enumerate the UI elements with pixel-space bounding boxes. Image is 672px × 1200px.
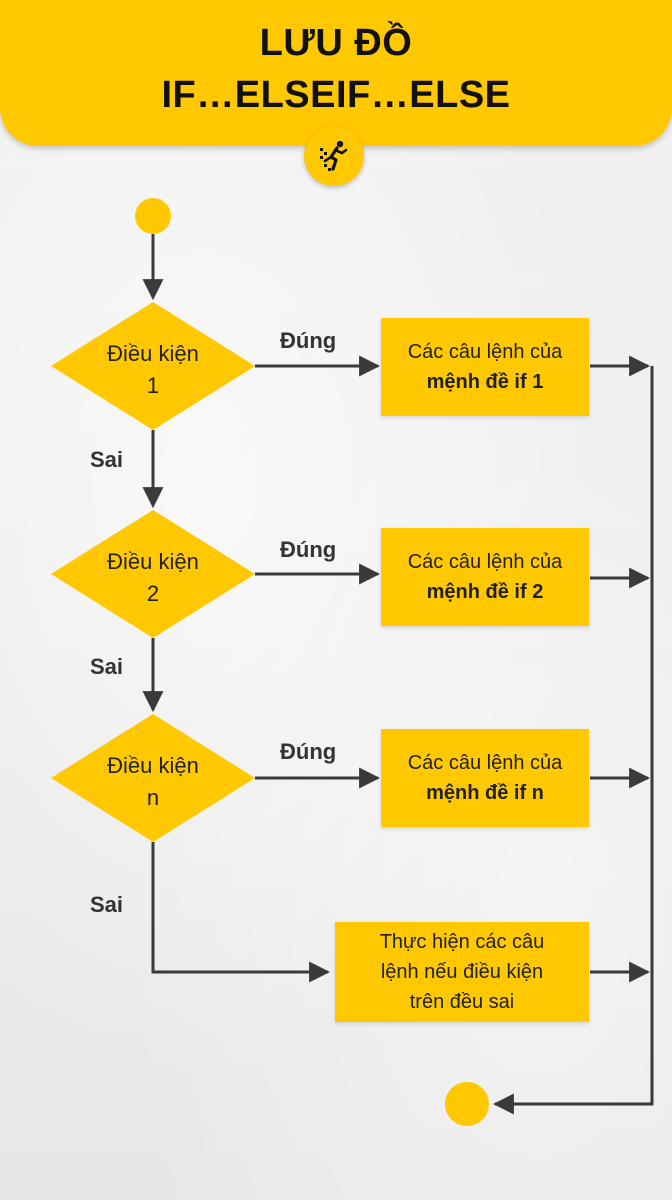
action-box-3: Các câu lệnh của mệnh đề if n	[381, 729, 589, 827]
condition-label-1: Điều kiện 1	[107, 341, 199, 398]
true-label-2: Đúng	[280, 537, 337, 562]
condition-label-2: Điều kiện 2	[107, 549, 199, 606]
false-label-1: Sai	[90, 447, 124, 472]
false-label-3: Sai	[90, 892, 124, 917]
arrow-condn-sai	[153, 842, 328, 972]
start-node	[135, 198, 171, 234]
true-label-3: Đúng	[280, 739, 337, 764]
page-title-line-2: IF…ELSEIF…ELSE	[161, 74, 511, 116]
false-label-2: Sai	[90, 654, 124, 679]
page-title-line-1: LƯU ĐỒ	[259, 22, 413, 64]
end-node	[445, 1082, 489, 1126]
condition-label-3: Điều kiện n	[107, 753, 199, 810]
action-box-1: Các câu lệnh của mệnh đề if 1	[381, 318, 589, 416]
true-label-1: Đúng	[280, 328, 337, 353]
action-box-2: Các câu lệnh của mệnh đề if 2	[381, 528, 589, 626]
else-action-box: Thực hiện các câu lệnh nếu điều kiện trên đều sai	[335, 922, 589, 1022]
